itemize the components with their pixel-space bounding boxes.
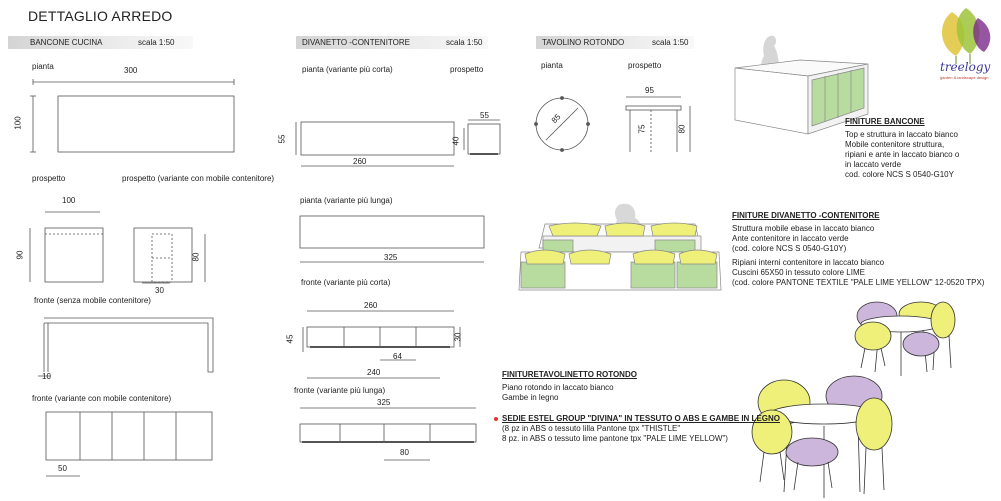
bancone-side-variant-outline <box>134 228 192 282</box>
finiture-line: ripiani e ante in laccato bianco o <box>845 150 960 159</box>
finiture-line: Ante contenitore in laccato verde <box>732 234 849 243</box>
finiture-line: Cuscini 65X50 in tessuto colore LIME <box>732 268 865 277</box>
dim-label: 260 <box>353 157 367 166</box>
dim-label: 240 <box>367 368 381 377</box>
finiture-line: in laccato verde <box>845 160 902 169</box>
finiture-line: Struttura mobile ebase in laccato bianco <box>732 224 875 233</box>
finiture-divanetto <box>732 211 984 288</box>
section-header-label: DIVANETTO -CONTENITORE <box>302 38 411 47</box>
dim-label: 30 <box>155 286 164 295</box>
tavolino-top <box>626 106 681 110</box>
logo-tagline: garden & landscape design <box>940 75 989 80</box>
dim-label: 30 <box>453 332 463 342</box>
divanetto-plan-short-outline <box>301 122 454 155</box>
finiture-bancone-title: FINITURE BANCONE <box>845 117 925 126</box>
bancone-prospetto-variant-label: prospetto (variante con mobile contenitore) <box>122 174 275 183</box>
finiture-line: (cod. colore PANTONE TEXTILE "PALE LIME YELLOW" 12-0520 TPX) <box>732 278 985 287</box>
section-header-tavolino <box>536 36 694 49</box>
finiture-line: cod. colore NCS S 0540-G10Y <box>845 170 954 179</box>
section-header-label: BANCONE CUCINA <box>30 38 103 47</box>
finiture-tavolino <box>502 370 637 403</box>
dim-label: 325 <box>377 398 391 407</box>
dim-label: 10 <box>42 372 51 381</box>
dim-label: 50 <box>58 464 67 473</box>
finiture-line: Ripiani interni contenitore in laccato bianco <box>732 258 885 267</box>
section-scale-label: scala 1:50 <box>138 38 175 47</box>
divanetto-fronte-long-label: fronte (variante più lunga) <box>294 386 386 395</box>
section-scale-label: scala 1:50 <box>446 38 483 47</box>
finiture-tavolino-title: FINITURETAVOLINETTO ROTONDO <box>502 370 637 379</box>
page-title: DETTAGLIO ARREDO <box>28 8 173 24</box>
dim-label: 80 <box>677 124 687 134</box>
section-scale-label: scala 1:50 <box>652 38 689 47</box>
bancone-front-variant-outline <box>46 412 212 460</box>
finiture-sedie <box>494 414 780 444</box>
finiture-line: (cod. colore NCS S 0540-G10Y) <box>732 244 847 253</box>
finiture-sedie-title: SEDIE ESTEL GROUP "DIVINA" IN TESSUTO O ABS E GAMBE IN LEGNO <box>502 414 780 423</box>
finiture-line: Gambe in legno <box>502 393 559 402</box>
bullet-icon <box>494 417 498 421</box>
divanetto-drawings <box>270 0 510 501</box>
tavolino-drawings <box>520 60 700 170</box>
tavolino-prospetto-label: prospetto <box>628 61 662 70</box>
logo-text: treelogy <box>940 60 991 74</box>
bancone-pianta-label: pianta <box>32 62 54 71</box>
dim-label: 80 <box>400 448 409 457</box>
divanetto-side-outline <box>468 124 500 154</box>
divanetto-plan-long-outline <box>300 216 484 248</box>
dim-label: 85 <box>549 112 563 125</box>
bancone-fronte-label: fronte (senza mobile contenitore) <box>34 296 151 305</box>
bancone-front-outline <box>44 318 213 372</box>
dim-label: 45 <box>285 334 295 344</box>
dim-label: 100 <box>13 116 23 130</box>
divanetto-pianta-short-label: pianta (variante più corta) <box>302 65 393 74</box>
dim-label: 90 <box>15 250 25 260</box>
dim-label: 260 <box>364 301 378 310</box>
logo <box>930 4 1000 84</box>
table-chairs-render-small <box>845 292 965 382</box>
finiture-line: Top e struttura in laccato bianco <box>845 130 958 139</box>
dim-label: 40 <box>451 136 461 146</box>
bancone-plan-outline <box>58 96 234 152</box>
dim-label: 95 <box>645 86 654 95</box>
bancone-side-outline <box>45 228 103 282</box>
divanetto-front-short-outline <box>307 327 454 347</box>
divanetto-pianta-long-label: pianta (variante più lunga) <box>300 196 393 205</box>
divanetto-front-long-outline <box>300 424 476 442</box>
dim-label: 300 <box>124 66 138 75</box>
bancone-drawings <box>0 0 300 501</box>
finiture-line: Mobile contenitore struttura, <box>845 140 945 149</box>
finiture-bancone <box>845 117 959 180</box>
dim-label: 325 <box>384 253 398 262</box>
divanetto-fronte-short-label: fronte (variante più corta) <box>301 278 391 287</box>
dim-label: 75 <box>637 124 647 134</box>
bancone-fronte-variant-label: fronte (variante con mobile contenitore) <box>32 394 172 403</box>
dim-label: 80 <box>191 252 201 262</box>
tavolino-pianta-label: pianta <box>541 61 563 70</box>
dim-label: 100 <box>62 196 76 205</box>
section-header-label: TAVOLINO ROTONDO <box>542 38 625 47</box>
divanetto-prospetto-label: prospetto <box>450 65 484 74</box>
dim-label: 64 <box>393 352 402 361</box>
finiture-line: 8 pz. in ABS o tessuto lime pantone tpx "PALE LIME YELLOW") <box>502 434 728 443</box>
bancone-prospetto-label: prospetto <box>32 174 66 183</box>
dim-label: 55 <box>480 111 489 120</box>
finiture-line: Piano rotondo in laccato bianco <box>502 383 614 392</box>
dim-label: 55 <box>277 134 287 144</box>
finiture-divanetto-title: FINITURE DIVANETTO -CONTENITORE <box>732 211 880 220</box>
divanetto-3d-render <box>505 196 730 306</box>
finiture-line: (8 pz in ABS o tessuto lilla Pantone tpx "THISTLE" <box>502 424 681 433</box>
